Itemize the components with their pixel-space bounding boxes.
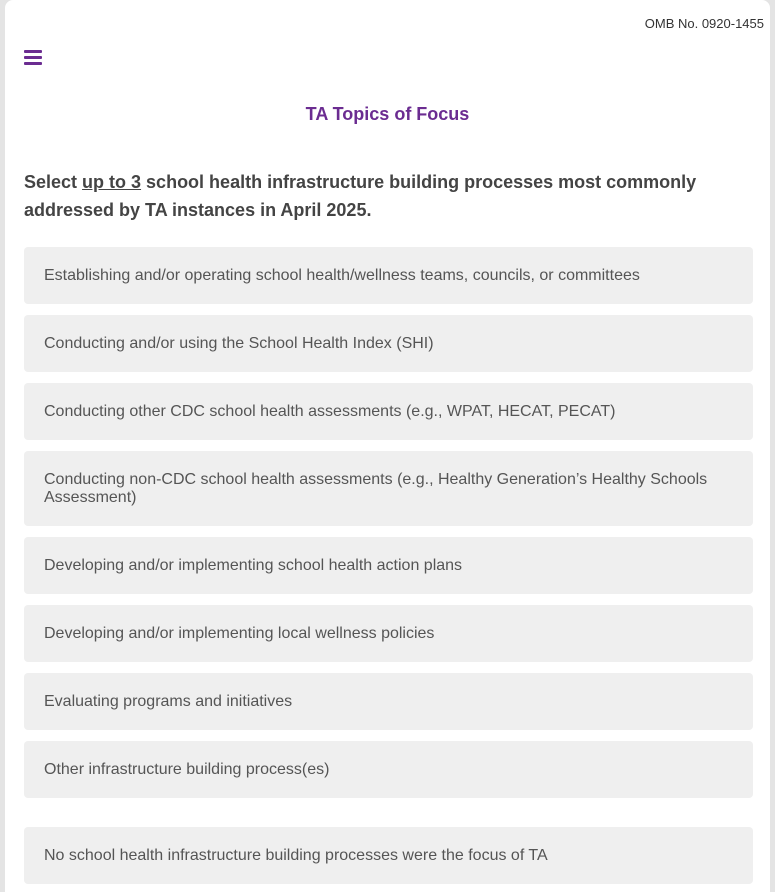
option-teams-councils[interactable] xyxy=(24,247,753,304)
survey-page xyxy=(5,0,770,892)
option-label: Developing and/or implementing school health action plans xyxy=(44,556,463,574)
option-wellness-policies[interactable] xyxy=(24,605,753,662)
question-emphasis: up to 3 xyxy=(82,172,142,192)
option-none[interactable] xyxy=(24,827,753,884)
question-prefix: Select xyxy=(24,172,83,192)
option-label: Developing and/or implementing local wellness policies xyxy=(44,624,435,642)
option-other[interactable] xyxy=(24,741,753,798)
omb-number: OMB No. 0920-1455 xyxy=(644,16,764,31)
option-label: Evaluating programs and initiatives xyxy=(44,692,293,710)
question-text xyxy=(24,168,724,224)
hamburger-menu-icon[interactable] xyxy=(24,50,42,66)
option-label: Conducting and/or using the School Health Index (SHI) xyxy=(44,334,434,352)
page-title: TA Topics of Focus xyxy=(305,104,470,124)
option-label: Conducting other CDC school health assessments (e.g., WPAT, HECAT, PECAT) xyxy=(44,402,616,420)
question-suffix: school health infrastructure building processes most commonly addressed by TA instances in April 2025. xyxy=(24,172,697,220)
option-shi[interactable] xyxy=(24,315,753,372)
option-non-cdc-assessments[interactable] xyxy=(24,451,753,526)
option-label: Other infrastructure building process(es) xyxy=(44,760,330,778)
option-label: Establishing and/or operating school health/wellness teams, councils, or committees xyxy=(44,266,640,284)
option-label: Conducting non-CDC school health assessments (e.g., Healthy Generation’s Healthy Schools Assessment) xyxy=(44,470,708,506)
option-label: No school health infrastructure building processes were the focus of TA xyxy=(44,846,548,864)
option-action-plans[interactable] xyxy=(24,537,753,594)
option-evaluating-programs[interactable] xyxy=(24,673,753,730)
option-cdc-assessments[interactable] xyxy=(24,383,753,440)
